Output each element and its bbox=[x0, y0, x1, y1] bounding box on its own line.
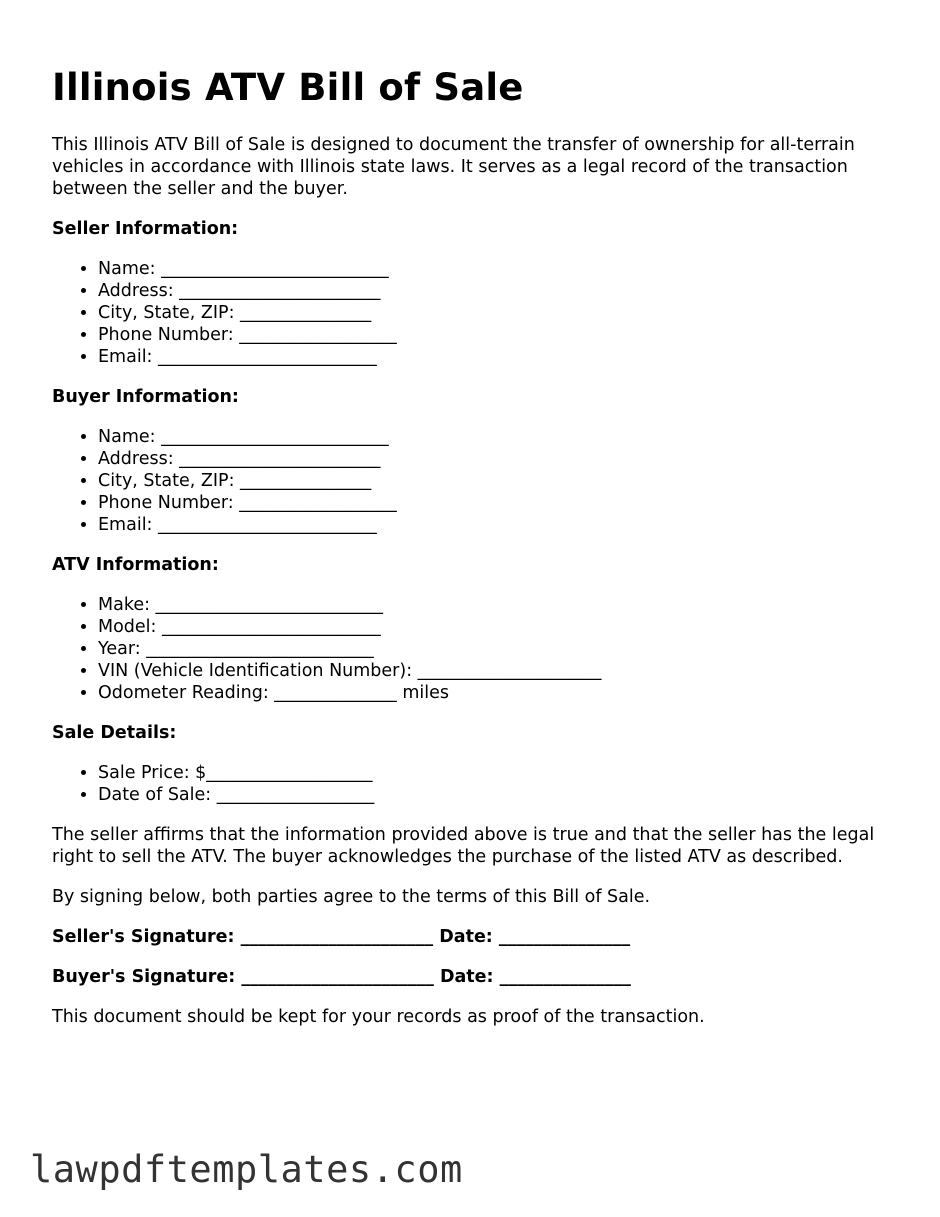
seller-heading: Seller Information: bbox=[52, 219, 239, 239]
atv-make-field: • Make: __________________________ bbox=[98, 594, 882, 616]
closing-paragraph: This document should be kept for your records as proof of the transaction. bbox=[52, 1007, 705, 1027]
agreement-paragraph: By signing below, both parties agree to the terms of this Bill of Sale. bbox=[52, 887, 651, 907]
atv-year-field: • Year: __________________________ bbox=[98, 638, 882, 660]
atv-odometer-field: • Odometer Reading: ______________ miles bbox=[98, 682, 882, 704]
buyer-phone-field: • Phone Number: __________________ bbox=[98, 492, 882, 514]
seller-city-state-zip-field: • City, State, ZIP: _______________ bbox=[98, 302, 882, 324]
atv-list bbox=[52, 594, 882, 704]
sale-list bbox=[52, 762, 882, 806]
atv-heading: ATV Information: bbox=[52, 555, 219, 575]
seller-list bbox=[52, 258, 882, 368]
seller-phone-field: • Phone Number: __________________ bbox=[98, 324, 882, 346]
sale-date-field: • Date of Sale: __________________ bbox=[98, 784, 882, 806]
atv-vin-field: • VIN (Vehicle Identification Number): _____________________ bbox=[98, 660, 882, 682]
document-title: Illinois ATV Bill of Sale bbox=[52, 66, 524, 109]
affirmation-paragraph: The seller affirms that the information provided above is true and that the seller has the legal right to sell the ATV. The buyer acknowledges the purchase of the listed ATV as described. bbox=[52, 825, 875, 867]
seller-email-field: • Email: _________________________ bbox=[98, 346, 882, 368]
buyer-list bbox=[52, 426, 882, 536]
buyer-heading: Buyer Information: bbox=[52, 387, 239, 407]
buyer-city-state-zip-field: • City, State, ZIP: _______________ bbox=[98, 470, 882, 492]
atv-model-field: • Model: _________________________ bbox=[98, 616, 882, 638]
buyer-signature-line: Buyer's Signature: ______________________ Date: _______________ bbox=[52, 967, 631, 987]
seller-name-field: • Name: __________________________ bbox=[98, 258, 882, 280]
watermark-text: lawpdftemplates.com bbox=[30, 1148, 463, 1191]
buyer-address-field: • Address: _______________________ bbox=[98, 448, 882, 470]
document-page bbox=[52, 62, 882, 1046]
seller-address-field: • Address: _______________________ bbox=[98, 280, 882, 302]
sale-price-field: • Sale Price: $___________________ bbox=[98, 762, 882, 784]
sale-heading: Sale Details: bbox=[52, 723, 177, 743]
seller-signature-line: Seller's Signature: ______________________ Date: _______________ bbox=[52, 927, 631, 947]
buyer-email-field: • Email: _________________________ bbox=[98, 514, 882, 536]
buyer-name-field: • Name: __________________________ bbox=[98, 426, 882, 448]
intro-paragraph: This Illinois ATV Bill of Sale is designed to document the transfer of ownership for all-terrain vehicles in accordance with Illinois state laws. It serves as a legal record of the transaction between the seller and the buyer. bbox=[52, 135, 855, 199]
